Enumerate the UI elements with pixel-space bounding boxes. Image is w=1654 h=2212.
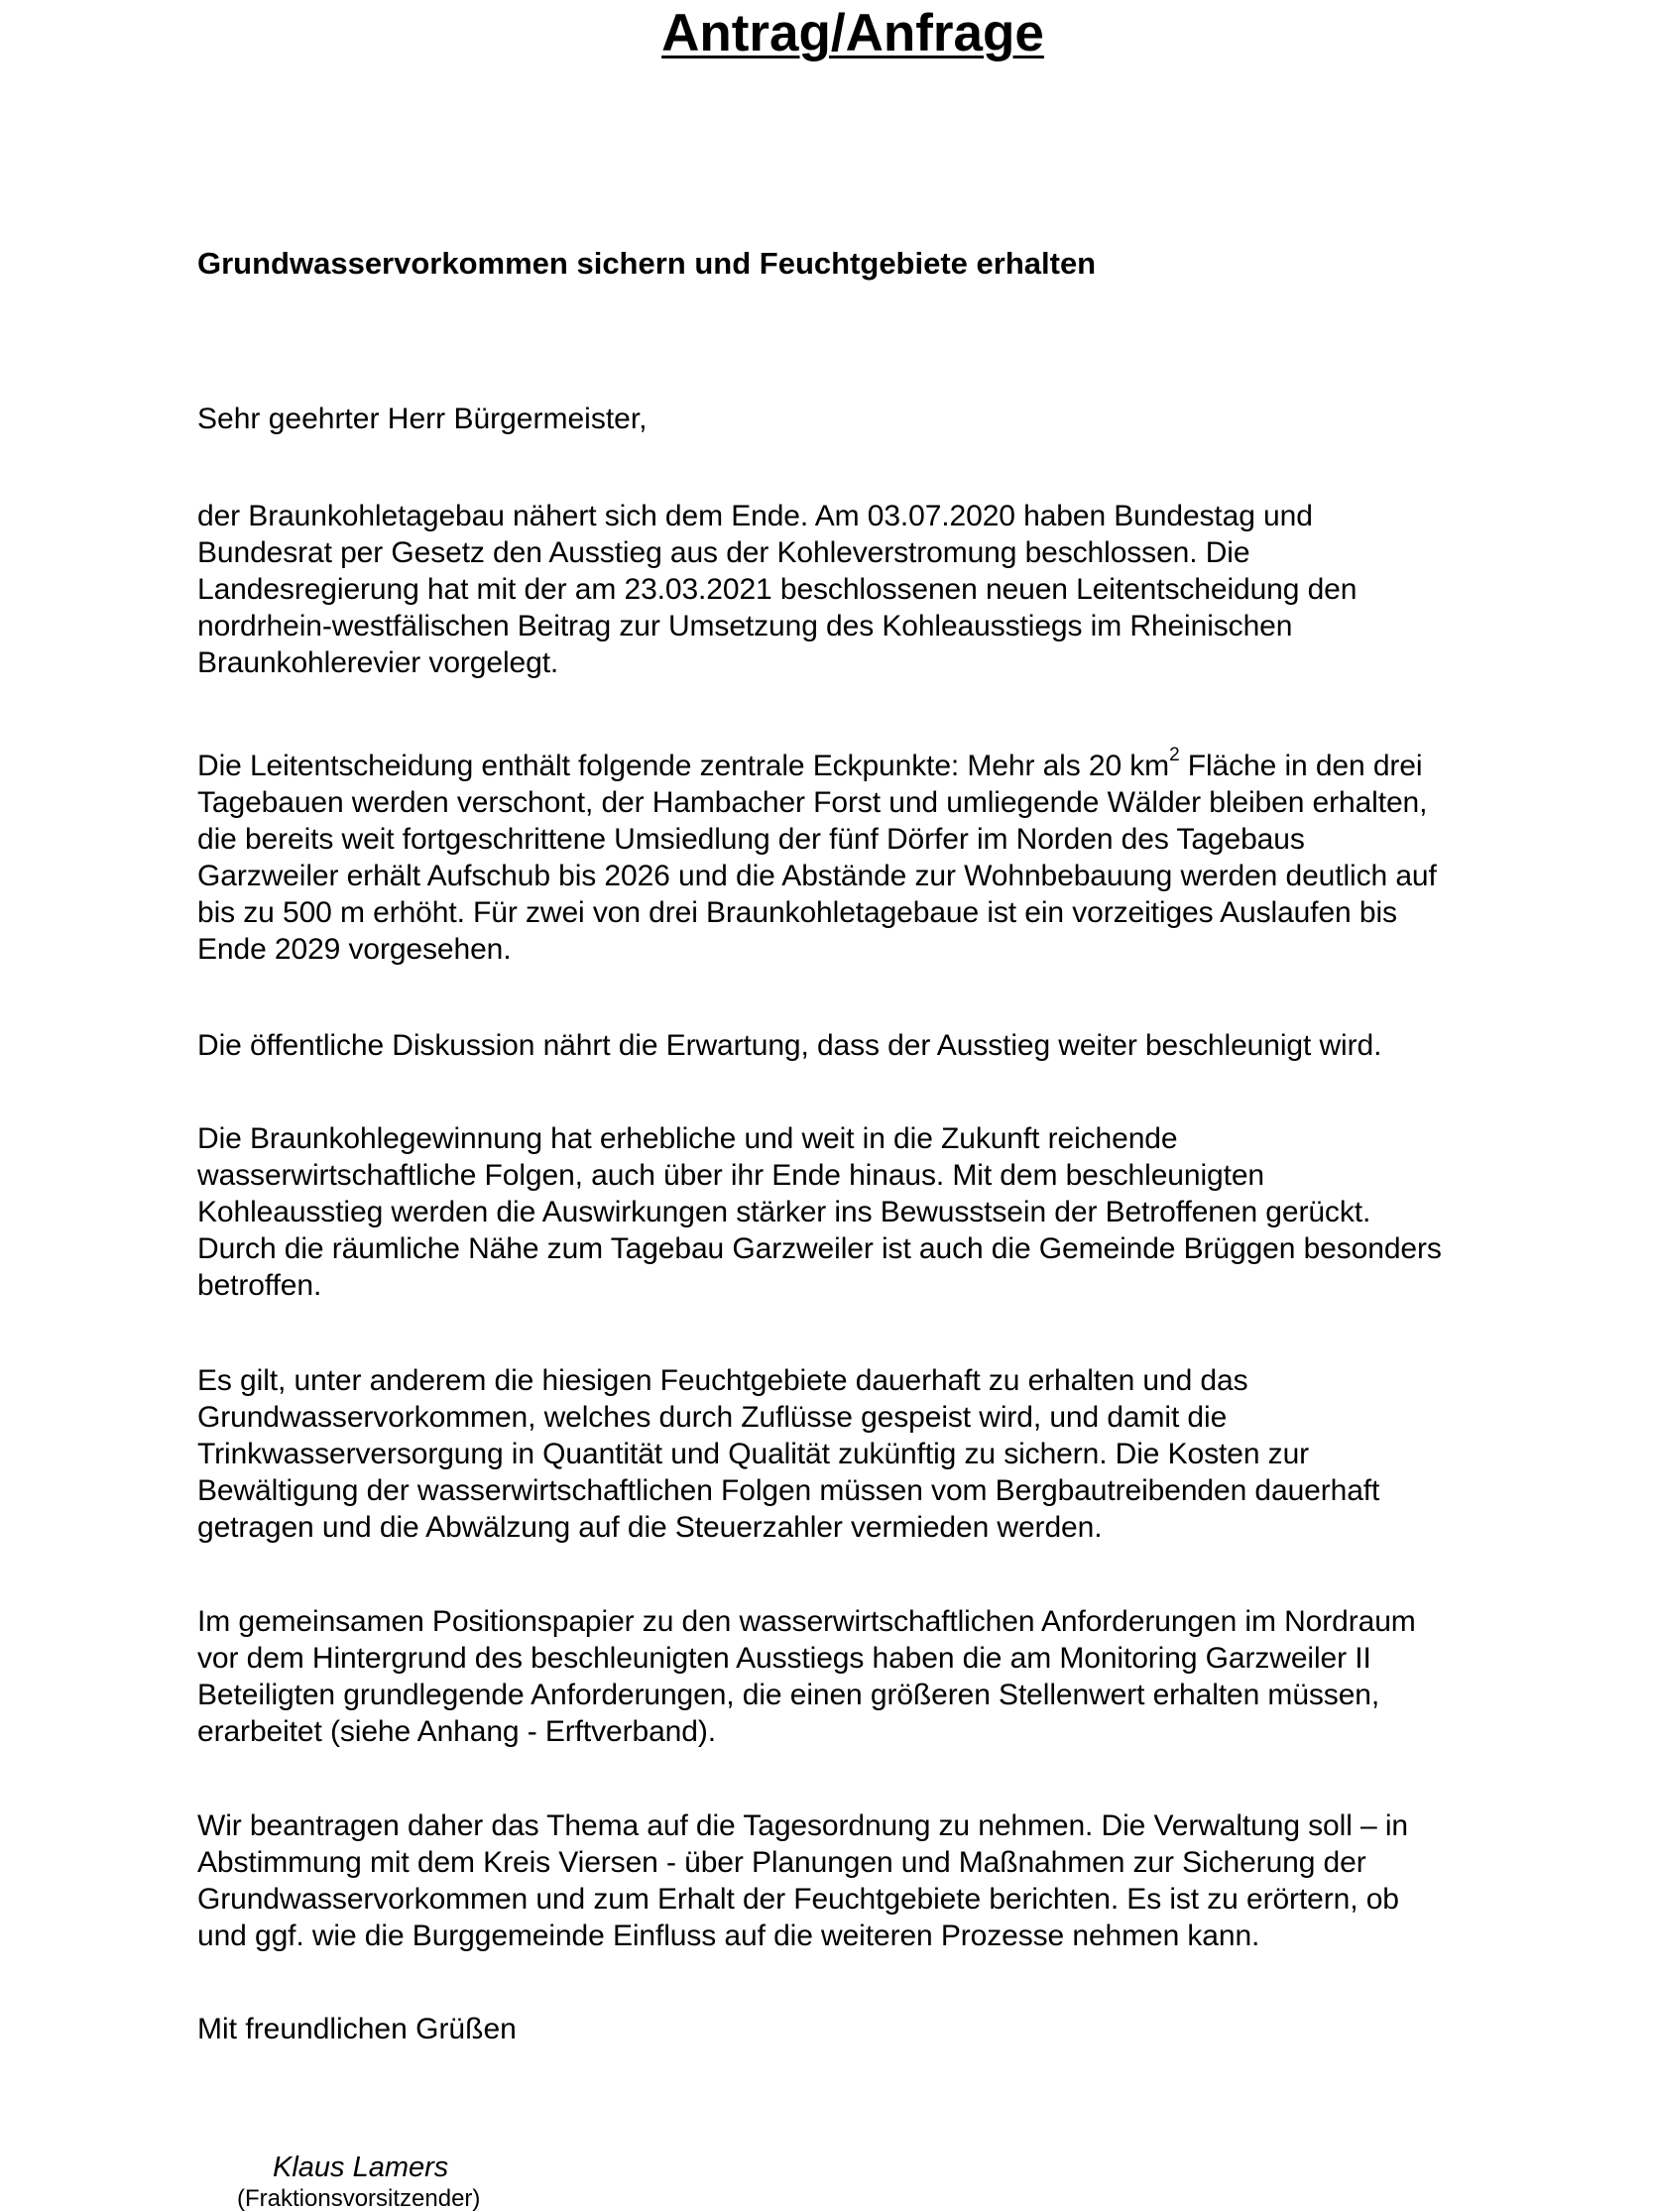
superscript-exponent: 2	[1169, 745, 1180, 765]
paragraph-line: Trinkwasserversorgung in Quantität und Qualität zukünftig zu sichern. Die Kosten zur	[197, 1438, 1310, 1470]
paragraph-4	[197, 1120, 1526, 1304]
paragraph-7	[197, 1807, 1526, 1954]
paragraph-line: Durch die räumliche Nähe zum Tagebau Garzweiler ist auch die Gemeinde Brüggen besonders	[197, 1232, 1442, 1265]
paragraph-line: Kohleausstieg werden die Auswirkungen stärker ins Bewusstsein der Betroffenen gerückt.	[197, 1196, 1371, 1228]
paragraph-5	[197, 1362, 1526, 1546]
paragraph-line: Garzweiler erhält Aufschub bis 2026 und die Abstände zur Wohnbebauung werden deutlich auf	[197, 860, 1437, 892]
paragraph-line: und ggf. wie die Burggemeinde Einfluss auf die weiteren Prozesse nehmen kann.	[197, 1920, 1260, 1952]
paragraph-line: Grundwasservorkommen und zum Erhalt der Feuchtgebiete berichten. Es ist zu erörtern, ob	[197, 1883, 1399, 1916]
paragraph-line: bis zu 500 m erhöht. Für zwei von drei Braunkohletagebaue ist ein vorzeitiges Auslaufen bis	[197, 896, 1397, 929]
paragraph-line: betroffen.	[197, 1269, 322, 1302]
paragraph-line: Die öffentliche Diskussion nährt die Erwartung, dass der Ausstieg weiter beschleunigt wird.	[197, 1029, 1382, 1062]
paragraph-line: Abstimmung mit dem Kreis Viersen - über Planungen und Maßnahmen zur Sicherung der	[197, 1846, 1366, 1879]
paragraph-line: Es gilt, unter anderem die hiesigen Feuchtgebiete dauerhaft zu erhalten und das	[197, 1364, 1248, 1397]
document-title: Antrag/Anfrage	[661, 4, 1044, 62]
paragraph-3	[197, 1027, 1526, 1064]
paragraph-line: Bundesrat per Gesetz den Ausstieg aus der Kohleverstromung beschlossen. Die	[197, 536, 1250, 569]
paragraph-line: nordrhein-westfälischen Beitrag zur Umsetzung des Kohleausstiegs im Rheinischen	[197, 610, 1293, 642]
paragraph-line: getragen und die Abwälzung auf die Steuerzahler vermieden werden.	[197, 1511, 1103, 1544]
paragraph-line: Landesregierung hat mit der am 23.03.2021 beschlossenen neuen Leitentscheidung den	[197, 573, 1358, 606]
paragraph-line: Beteiligten grundlegende Anforderungen, die einen größeren Stellenwert erhalten müssen,	[197, 1679, 1380, 1711]
signature-name: Klaus Lamers	[273, 2152, 449, 2183]
paragraph-line: Grundwasservorkommen, welches durch Zuflüsse gespeist wird, und damit die	[197, 1401, 1228, 1434]
paragraph-line: Bewältigung der wasserwirtschaftlichen Folgen müssen vom Bergbautreibenden dauerhaft	[197, 1474, 1380, 1507]
paragraph-line-end: Fläche in den drei	[1179, 750, 1423, 782]
closing: Mit freundlichen Grüßen	[197, 2013, 517, 2045]
paragraph-line: Braunkohlerevier vorgelegt.	[197, 646, 559, 679]
paragraph-6	[197, 1603, 1526, 1750]
paragraph-line: Wir beantragen daher das Thema auf die Tagesordnung zu nehmen. Die Verwaltung soll – in	[197, 1809, 1408, 1842]
paragraph-2	[197, 745, 1526, 968]
paragraph-line: wasserwirtschaftliche Folgen, auch über ihr Ende hinaus. Mit dem beschleunigten	[197, 1159, 1265, 1192]
salutation: Sehr geehrter Herr Bürgermeister,	[197, 403, 648, 435]
paragraph-line: vor dem Hintergrund des beschleunigten Ausstiegs haben die am Monitoring Garzweiler II	[197, 1642, 1371, 1675]
paragraph-1	[197, 498, 1526, 681]
document-subject: Grundwasservorkommen sichern und Feuchtgebiete erhalten	[197, 246, 1097, 281]
paragraph-line: erarbeitet (siehe Anhang - Erftverband).	[197, 1715, 716, 1748]
paragraph-line: der Braunkohletagebau nähert sich dem Ende. Am 03.07.2020 haben Bundestag und	[197, 500, 1313, 532]
paragraph-line: Ende 2029 vorgesehen.	[197, 933, 512, 966]
paragraph-line: Die Braunkohlegewinnung hat erhebliche und weit in die Zukunft reichende	[197, 1122, 1178, 1155]
paragraph-line-start: Die Leitentscheidung enthält folgende zentrale Eckpunkte: Mehr als 20 km	[197, 750, 1170, 782]
signature-role: (Fraktionsvorsitzender)	[237, 2185, 481, 2212]
paragraph-line: die bereits weit fortgeschrittene Umsiedlung der fünf Dörfer im Norden des Tagebaus	[197, 823, 1305, 856]
paragraph-line: Tagebauen werden verschont, der Hambacher Forst und umliegende Wälder bleiben erhalten,	[197, 786, 1428, 819]
paragraph-line: Im gemeinsamen Positionspapier zu den wasserwirtschaftlichen Anforderungen im Nordraum	[197, 1605, 1416, 1638]
